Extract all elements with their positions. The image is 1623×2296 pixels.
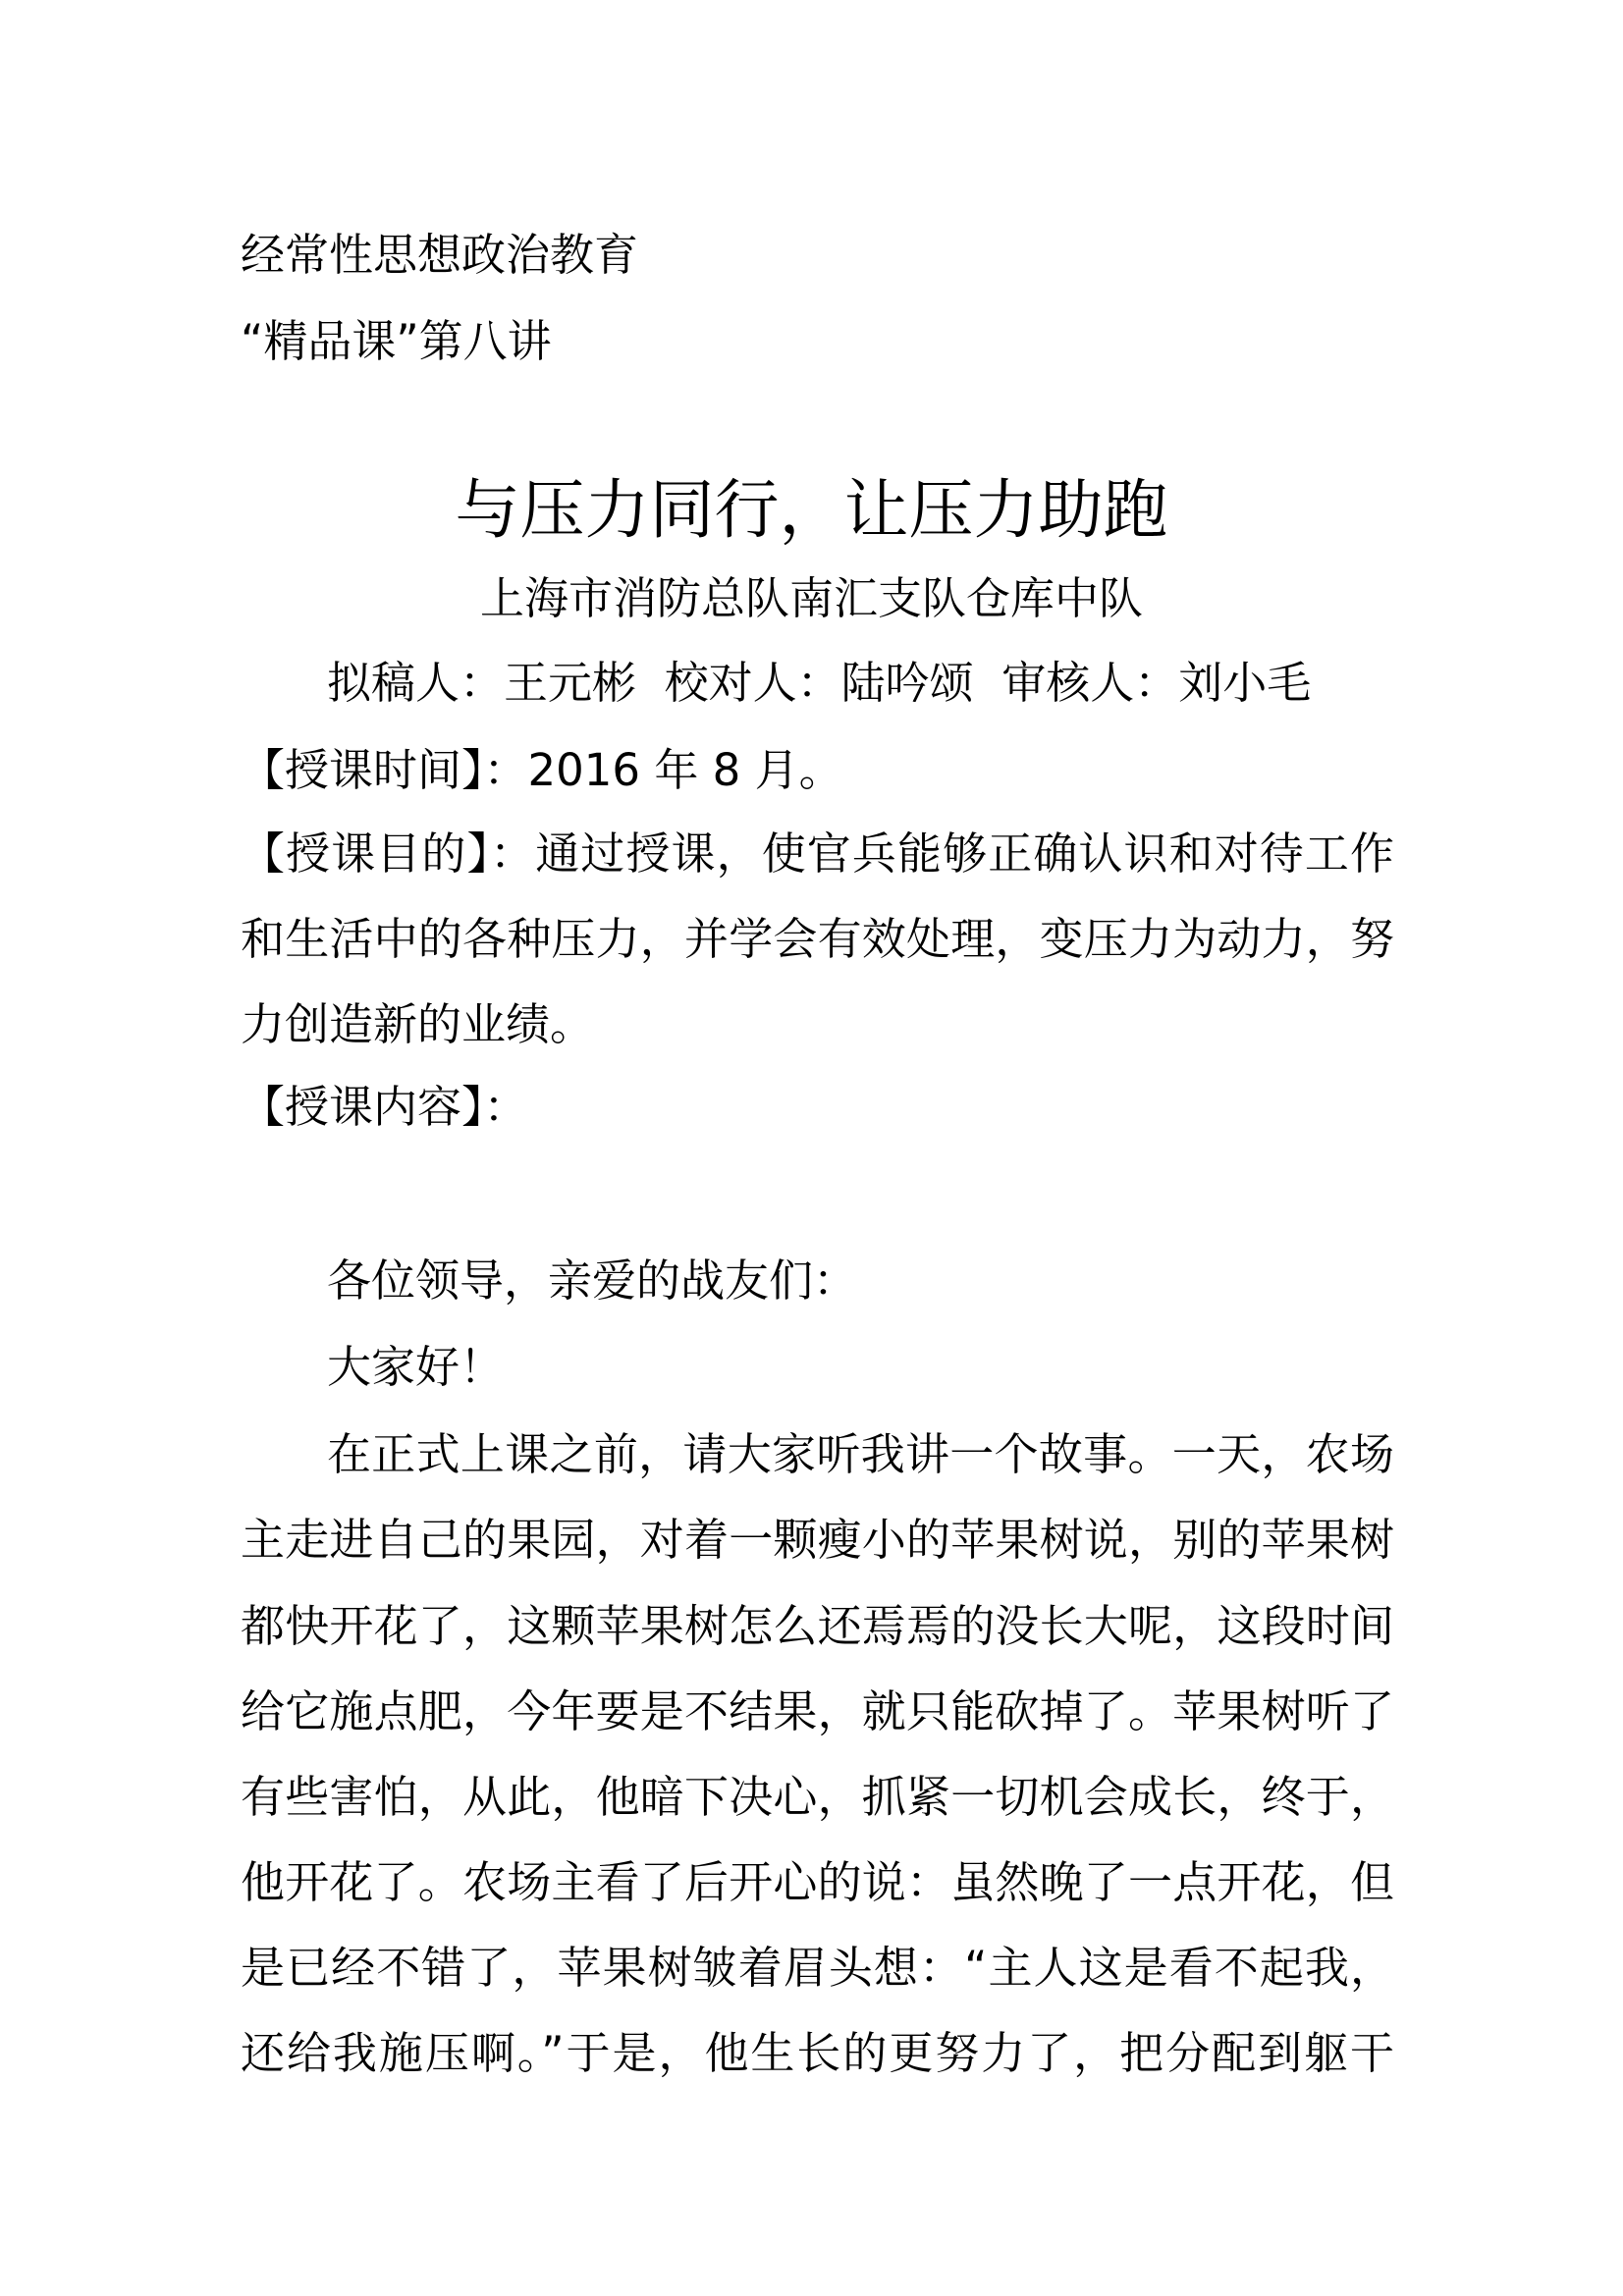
lesson-time: 【授课时间】：2016 年 8 月。 bbox=[241, 744, 843, 796]
story-line: 给它施点肥，今年要是不结果，就只能砍掉了。苹果树听了 bbox=[241, 1685, 1394, 1737]
greeting: 各位领导，亲爱的战友们： bbox=[327, 1255, 858, 1307]
lecture-heading: “精品课”第八讲 bbox=[241, 315, 552, 367]
story-line: 都快开花了，这颗苹果树怎么还焉焉的没长大呢，这段时间 bbox=[241, 1600, 1394, 1652]
unit-subtitle: 上海市消防总队南汇支队仓库中队 bbox=[479, 572, 1143, 624]
purpose-line: 力创造新的业绩。 bbox=[241, 998, 595, 1050]
content-label: 【授课内容】： bbox=[241, 1081, 528, 1133]
story-line: 主走进自己的果园，对着一颗瘦小的苹果树说，别的苹果树 bbox=[241, 1514, 1394, 1566]
story-line: 还给我施压啊。”于是，他生长的更努力了，把分配到躯干 bbox=[241, 2027, 1394, 2079]
credits-line: 拟稿人：王元彬 校对人：陆吟颂 审核人：刘小毛 bbox=[327, 657, 1312, 709]
series-heading: 经常性思想政治教育 bbox=[241, 229, 639, 281]
purpose-line: 【授课目的】：通过授课，使官兵能够正确认识和对待工作 bbox=[241, 828, 1394, 880]
story-line: 在正式上课之前，请大家听我讲一个故事。一天，农场 bbox=[327, 1428, 1394, 1480]
story-line: 他开花了。农场主看了后开心的说：虽然晚了一点开花，但 bbox=[241, 1856, 1394, 1908]
story-line: 是已经不错了，苹果树皱着眉头想：“主人这是看不起我， bbox=[241, 1942, 1394, 1994]
story-line: 有些害怕，从此，他暗下决心，抓紧一切机会成长，终于， bbox=[241, 1771, 1394, 1823]
hello: 大家好！ bbox=[327, 1341, 505, 1393]
document-title: 与压力同行，让压力助跑 bbox=[455, 472, 1168, 548]
purpose-line: 和生活中的各种压力，并学会有效处理，变压力为动力，努 bbox=[241, 913, 1394, 965]
